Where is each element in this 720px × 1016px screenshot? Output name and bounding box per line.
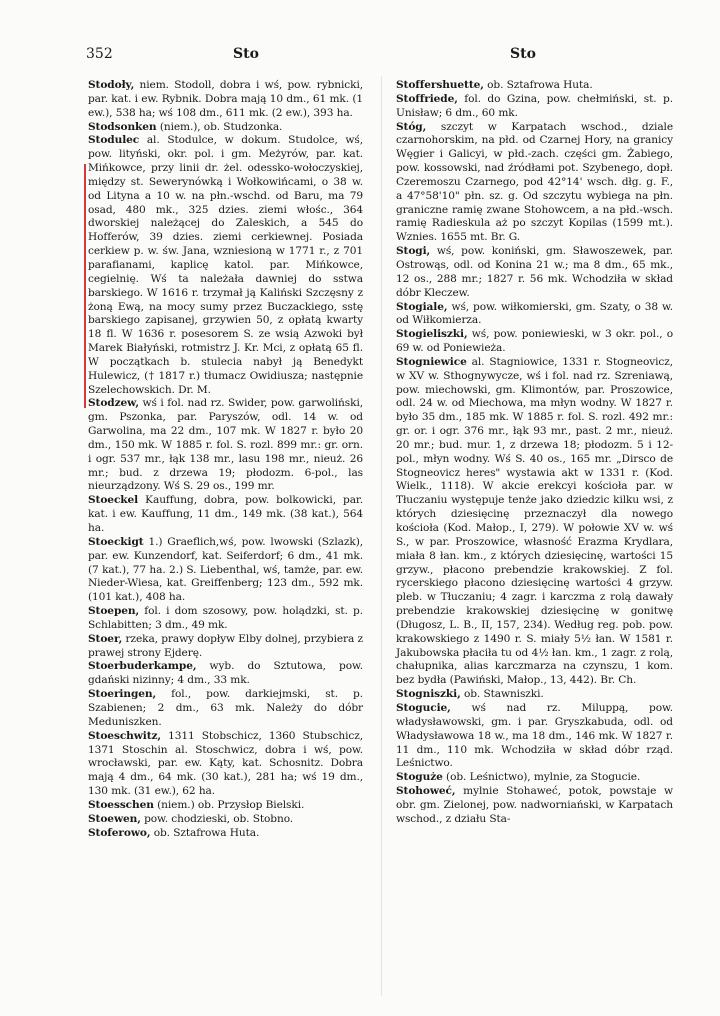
entry-headword: Stoewen, xyxy=(88,812,141,825)
entry-headword: Stoferowo, xyxy=(88,826,151,839)
dictionary-entry xyxy=(396,356,673,688)
entry-headword: Stoeringen, xyxy=(88,688,157,701)
dictionary-entry xyxy=(88,827,363,841)
dictionary-entry xyxy=(396,688,673,702)
entry-headword: Stodulec xyxy=(88,134,140,147)
entry-text: al. Stodulce, w dokum. Studolce, wś, pow. lityński, okr. pol. i gm. Meżyrów, par. kat. Mińkowce, przy linii dr. żel. odessko-wołoczyskiej, między st. Sewerynówką i Wołkowińcami, o 38 w. od Lityna a 10 w. na płn.-wschd. od Baru, ma 79 osad, 480 mk., 325 dzies. ziemi włośc., 364 dworskiej należącej do Zaleskich, a 545 do Hofferów, 39 dzies. ziemi cerkiewnej. Posiada cerkiew p. w. św. Jana, wzniesioną w 1771 r., z 701 parafianami, kaplicę katol. par. Mińkowce, cegielnię. Wś ta należała dawniej do sstwa barskiego. W 1616 r. trzymał ją Kaliński Szczęsny z żoną Ewą, na mocy sumy przez Buczackiego, sstę barskiego zapisanej, grzywien 50, z opłatą kwarty 18 fl. W 1636 r. posesorem S. ze wsią Azwoki był Marek Białyński, rotmistrz J. Kr. Mci, z opłatą 65 fl. W początkach b. stulecia nabył ją Benedykt Hulewicz, († 1817 r.) tłumacz Owidiusza; następnie Szelechowskich. Dr. M. xyxy=(88,134,363,396)
left-column xyxy=(88,79,363,840)
entry-headword: Stoerbuderkampe, xyxy=(88,660,197,673)
entry-headword: Stoffershuette, xyxy=(396,79,484,91)
entry-text: ob. Sztafrowa Huta. xyxy=(483,79,593,91)
entry-text: ob. Stawniszki. xyxy=(460,688,544,701)
entry-headword: Stoguże xyxy=(396,771,443,784)
entry-headword: Stohoweć, xyxy=(396,785,456,798)
entry-headword: Stogi, xyxy=(396,245,431,258)
entry-text: (ob. Leśnictwo), mylnie, za Stogucie. xyxy=(442,771,641,784)
entry-headword: Stodoły, xyxy=(88,79,135,91)
entry-headword: Stodzew, xyxy=(88,397,139,410)
entry-text: al. Stagniowice, 1331 r. Stogneovicz, w XV w. Sthognywycze, wś i fol. nad rz. Szreniawą, pow. miechowski, gm. Klimontów, par. Proszowice, odl. 24 w. od Miechowa, ma młyn wodny. W 1827 r. było 35 dm., 185 mk. W 1885 r. fol. S. rozl. 492 mr.: gr. or. i ogr. 376 mr., łąk 93 mr., past. 2 mr., nieuż. 20 mr.; bud. mur. 1, z drzewa 18; płodozm. 5 i 12-pol., młyn wodny. Wś S. 40 os., 165 mr. „Dirsco de Stogneovicz heres" wystawia akt w 1331 r. (Kod. Wielk., 1118). W akcie erekcyi kościoła par. w Tłuczaniu występuje tenże jako dziedzic kilku wsi, z których dziesięcinę przeznaczył dla nowego kościoła (Kod. Małop., I, 279). W połowie XV w. wś S., w par. Proszowice, własność Erazma Krydlara, miała 8 łan. km., z których dziesięcinę, wartości 15 grzyw., płacono prebendzie krakowskiej. Z fol. rycerskiego płacono dziesięcinę wartości 4 grzyw. pleb. w Tłuczaniu; 4 zagr. i karczma z rolą dawały prebendzie krakowskiej dziesięcinę w gonitwę (Długosz, L. B., II, 157, 234). Według reg. pob. pow. krakowskiego z 1490 r. S. miały 5½ łan. W 1581 r. Jakubowska płaciła tu od 4½ łan. km., 1 zagr. z rolą, chałupnika, alias karczmarza na czynszu, 1 kom. bez bydła (Pawiński, Małop., 13, 442). Br. Ch. xyxy=(396,355,673,687)
column-divider xyxy=(381,76,382,996)
entry-text: wś, pow. koniński, gm. Sławoszewek, par. Ostrowąs, odl. od Konina 21 w.; ma 8 dm., 65 mk., 12 os., 288 mr.; 1827 r. 56 mk. Wchodziła w skład dóbr Kleczew. xyxy=(396,245,673,299)
dictionary-entry xyxy=(396,93,673,121)
entry-headword: Stoepen, xyxy=(88,605,140,618)
dictionary-entry xyxy=(396,301,673,329)
entry-headword: Stogucie, xyxy=(396,701,451,714)
left-running-head: Sto xyxy=(233,46,259,62)
dictionary-entry xyxy=(88,605,363,633)
dictionary-entry xyxy=(88,121,363,135)
dictionary-entry xyxy=(88,397,363,494)
dictionary-entry xyxy=(88,536,363,605)
entry-headword: Stoer, xyxy=(88,632,123,645)
dictionary-entry xyxy=(396,121,673,246)
entry-headword: Stogieliszki, xyxy=(396,328,468,341)
entry-headword: Stogniewice xyxy=(396,355,467,368)
dictionary-entry xyxy=(88,494,363,536)
entry-text: pow. chodzieski, ob. Stobno. xyxy=(140,812,294,825)
entry-text: 1311 Stobschicz, 1360 Stubschicz, 1371 Stoschin al. Stoschwicz, dobra i wś, pow. wrocławski, par. ew. Kąty, kat. Schosnitz. Dobra mają 4 dm., 64 mk. (30 kat.), 281 ha; wś 19 dm., 130 mk. (31 ew.), 62 ha. xyxy=(88,729,363,798)
dictionary-entry xyxy=(396,245,673,300)
entry-text: mylnie Stohaweć, potok, powstaje w obr. gm. Zielonej, pow. nadworniański, w Karpatach wschod., z działu Sta- xyxy=(396,785,673,825)
entry-headword: Stodsonken xyxy=(88,120,157,133)
entry-text: niem. Stodoll, dobra i wś, pow. rybnicki, par. kat. i ew. Rybnik. Dobra mają 10 dm., 61 mk. (1 ew.), 538 ha; wś 108 dm., 611 mk. (2 ew.), 393 ha. xyxy=(88,79,363,119)
entry-headword: Stoeschwitz, xyxy=(88,729,162,742)
entry-headword: Stoeckel xyxy=(88,494,139,507)
dictionary-entry xyxy=(88,799,363,813)
dictionary-entry xyxy=(88,134,363,397)
entry-text: (niem.) ob. Przysłop Bielski. xyxy=(153,798,305,811)
entry-text: fol. do Gzina, pow. chełmiński, st. p. Unisław; 6 dm., 60 mk. xyxy=(396,92,673,119)
dictionary-entry xyxy=(88,660,363,688)
entry-text: wyb. do Sztutowa, pow. gdański nizinny; 4 dm., 33 mk. xyxy=(88,660,363,687)
page-header xyxy=(86,46,668,66)
entry-text: fol. i dom szosowy, pow. holądzki, st. p. Schlabitten; 3 dm., 49 mk. xyxy=(88,605,363,631)
entry-text: wś, pow. wiłkomierski, gm. Szaty, o 38 w. od Wiłkomierza. xyxy=(396,300,673,327)
entry-text: szczyt w Karpatach wschod., dziale czarnohorskim, na płd. od Czarnej Hory, na granicy Węgier i Galicyi, w płd.-zach. części gm. Żabiego, pow. kossowski, nad źródłami pot. Szybenego, dopł. Czeremoszu Czarnego, pod 42°14' wsch. dłg. g. F., a 47°58'10" płn. sz. g. Od szczytu wybiega na płn. graniczne ramię zwane Stohowcem, a na płd.-wsch. ramię Radieskula aż po szczyt Kopilas (1599 mt.). Wznies. 1655 mt. Br. G. xyxy=(396,120,673,244)
entry-headword: Stoeckigt xyxy=(88,535,144,548)
entry-text: fol., pow. darkiejmski, st. p. Szabienen; 2 dm., 63 mk. Należy do dóbr Meduniszken. xyxy=(88,688,363,728)
right-column xyxy=(396,79,673,827)
right-running-head: Sto xyxy=(510,46,536,62)
entry-headword: Stoffriede, xyxy=(396,92,458,105)
entry-text: wś nad rz. Miluppą, pow. władysławowski, gm. i par. Gryszkabuda, odl. od Władysławowa 18 w., ma 18 dm., 146 mk. W 1827 r. 11 dm., 110 mk. Wchodziła w skład dóbr rząd. Leśnictwo. xyxy=(396,701,673,770)
entry-headword: Stóg, xyxy=(396,120,427,133)
dictionary-entry xyxy=(396,79,673,93)
page-number: 352 xyxy=(86,46,113,62)
dictionary-entry xyxy=(396,702,673,771)
entry-text: ob. Sztafrowa Huta. xyxy=(150,826,260,839)
entry-text: Kauffung, dobra, pow. bolkowicki, par. kat. i ew. Kauffung, 11 dm., 149 mk. (38 kat.), 564 ha. xyxy=(88,494,363,534)
entry-headword: Stogniszki, xyxy=(396,688,461,701)
entry-text: (niem.), ob. Studzonka. xyxy=(156,120,283,133)
entry-headword: Stogiale, xyxy=(396,300,448,313)
dictionary-entry xyxy=(396,328,673,356)
dictionary-entry xyxy=(396,771,673,785)
entry-text: wś i fol. nad rz. Swider, pow. garwoliński, gm. Pszonka, par. Paryszów, odl. 14 w. od Garwolina, ma 22 dm., 107 mk. W 1827 r. było 20 dm., 150 mk. W 1885 r. fol. S. rozl. 899 mr.: gr. orn. i ogr. 537 mr., łąk 138 mr., lasu 198 mr., nieuż. 26 mr.; bud. z drzewa 19; płodozm. 6-pol., las nieurządzony. Wś S. 29 os., 199 mr. xyxy=(88,397,363,493)
dictionary-entry xyxy=(88,633,363,661)
dictionary-entry xyxy=(396,785,673,827)
dictionary-entry xyxy=(88,688,363,730)
entry-text: 1.) Graeflich,wś, pow. lwowski (Szlazk), par. ew. Kunzendorf, kat. Seiferdorf; 6 dm., 41 mk. (7 kat.), 77 ha. 2.) S. Liebenthal, wś, tamże, par. ew. Nieder-Wiesa, kat. Greiffenberg; 123 dm., 592 mk. (101 kat.), 408 ha. xyxy=(88,535,363,604)
entry-headword: Stoesschen xyxy=(88,798,154,811)
dictionary-entry xyxy=(88,79,363,121)
dictionary-entry xyxy=(88,813,363,827)
margin-red-mark xyxy=(84,164,86,408)
dictionary-entry xyxy=(88,730,363,799)
entry-text: rzeka, prawy dopływ Elby dolnej, przybiera z prawej strony Ejderę. xyxy=(88,632,363,659)
entry-text: wś, pow. poniewieski, w 3 okr. pol., o 69 w. od Poniewieża. xyxy=(396,328,673,355)
